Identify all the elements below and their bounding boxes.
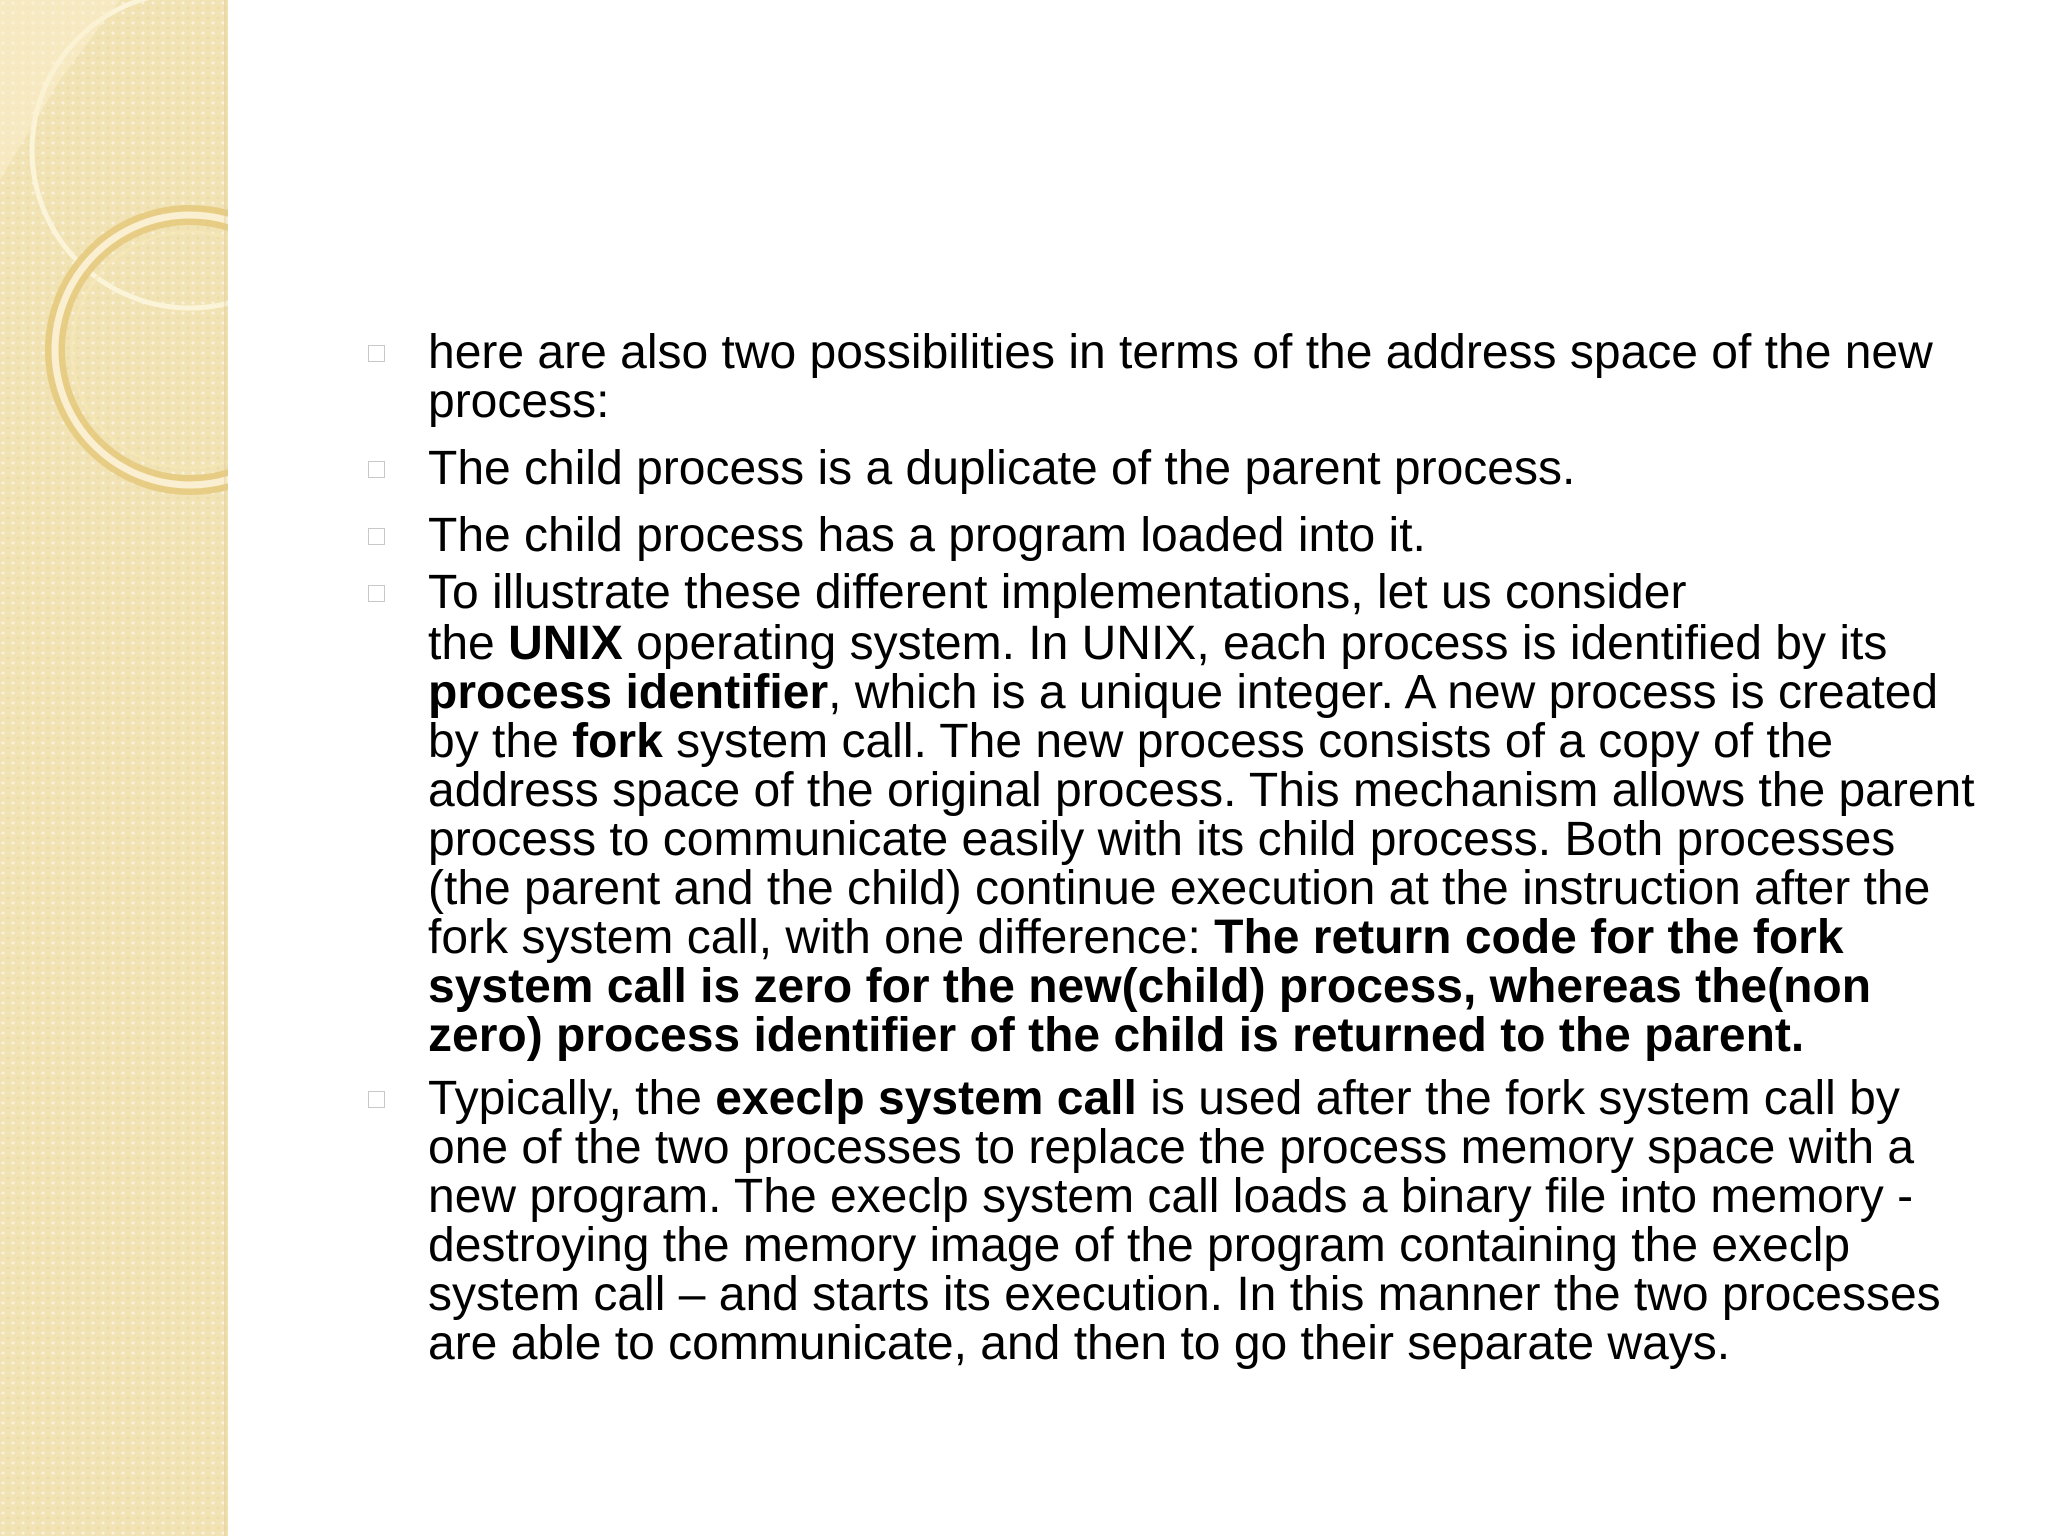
bullet-marker-icon — [368, 585, 385, 602]
bullet-text: system call. The new process consists of a copy of the address space of the original process. This mechanism allows the parent process to communicate easily with its child process. Both processes (the parent and the child) continue execution at the instruction after the fork system call, with one difference: — [428, 715, 1975, 964]
bullet-text: , which is a unique integer. A new process is created by the — [428, 666, 1939, 768]
bullet-text: here are also two possibilities in terms of the address space of the new process: — [428, 326, 1933, 428]
bullet-child-program — [368, 511, 1988, 560]
bullet-text: Typically, the — [428, 1072, 716, 1125]
bold-term-unix: UNIX — [508, 617, 623, 670]
slide-body — [368, 328, 1988, 1368]
bullet-marker-icon — [368, 461, 385, 478]
bullet-text-line: To illustrate these different implementations, let us consider — [428, 566, 1687, 619]
bold-term-process-identifier: process identifier — [428, 666, 829, 719]
bullet-text: The child process has a program loaded into it. — [428, 509, 1426, 562]
bullet-text: operating system. In UNIX, each process is identified by its — [622, 617, 1888, 670]
bullet-marker-icon — [368, 345, 385, 362]
bold-return-code-statement: The return code for the fork system call is zero for the new(child) process, whereas the(non zero) process identifier of the child is returned to the parent. — [428, 911, 1872, 1062]
bullet-address-space — [368, 328, 1988, 426]
bullet-marker-icon — [368, 1091, 385, 1108]
bullet-execlp — [368, 1074, 1988, 1368]
bullet-text: is used after the fork system call by one of the two processes to replace the process memory space with a new program. The execlp system call loads a binary file into memory - destroying the memory image of the program containing the execlp system call – and starts its execution. In this manner the two processes are able to communicate, and then to go their separate ways. — [428, 1072, 1941, 1370]
bullet-unix-fork — [368, 568, 1988, 1060]
bold-term-execlp: execlp system call — [715, 1072, 1137, 1125]
bullet-child-duplicate — [368, 444, 1988, 493]
bullet-marker-icon — [368, 528, 385, 545]
bullet-text: the — [428, 617, 509, 670]
ring-decoration — [0, 0, 228, 560]
bullet-text: The child process is a duplicate of the parent process. — [428, 442, 1576, 495]
decorative-side-band — [0, 0, 228, 1536]
bold-term-fork: fork — [572, 715, 663, 768]
